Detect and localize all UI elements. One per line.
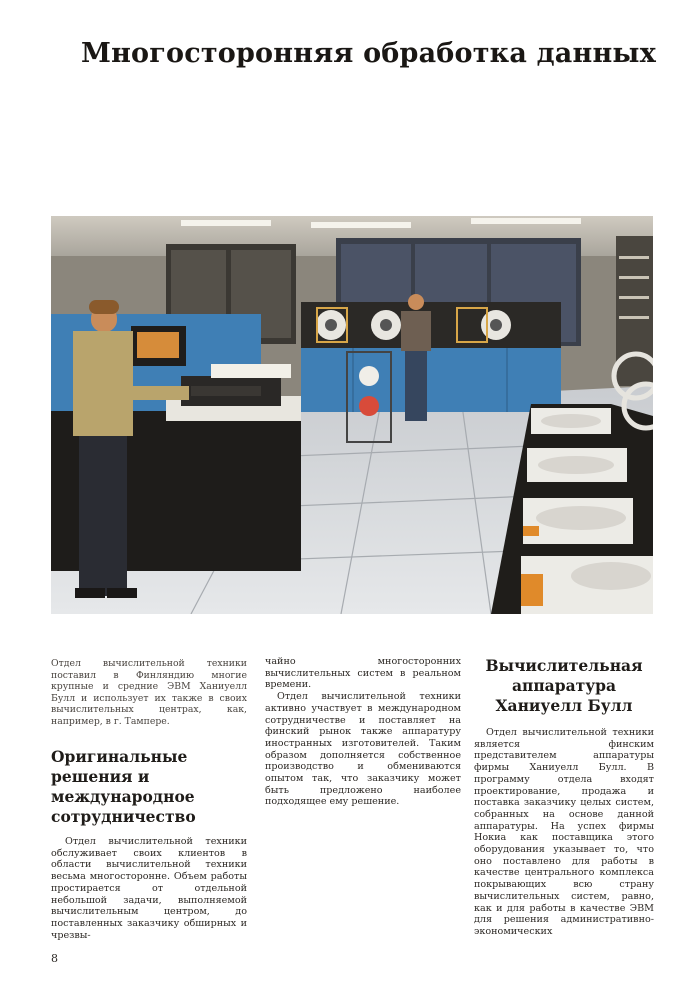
column2-text <box>265 656 461 808</box>
column2-para2: Отдел вычислительной техники активно участвует в международном сотрудничестве и поставляет на финский рынок также аппаратуру иностранных изготовителей. Таким образом дополняется собственное производство и обмениваются опытом так, что заказчику может быть предложено наиболее подходящее ему решение. <box>265 691 461 808</box>
column2-para1: чайно многосторонних вычислительных систем в реальном времени. <box>265 656 461 691</box>
section2-heading: Вычислительная аппаратура Ханиуелл Булл <box>485 656 643 715</box>
section1-text: Отдел вычислительной техники обслуживает своих клиентов в области вычислительной техники весьма многосторонне. Объем работы простирается от отдельной небольшой задачи, выполняемой вычислительным центром, до поставленных заказчику обширных и чрезвы- <box>51 836 247 941</box>
computer-room-photo <box>51 216 653 614</box>
photo-caption: Отдел вычислительной техники поставил в Финляндию многие крупные и средние ЭВМ Ханиуелл Булл и использует их также в своих вычислительных центрах, как, например, в г. Тампере. <box>51 658 247 727</box>
page-number: 8 <box>51 952 58 965</box>
section1-heading: Оригинальные решения и международное сотрудничество <box>51 747 196 826</box>
section2-text: Отдел вычислительной техники является финским представителем аппаратуры фирмы Ханиуелл Булл. В программу отдела входят проектирование, продажа и поставка заказчику целых систем, собранных на основе данной аппаратуры. На успех фирмы Нокиа как поставщика этого оборудования указывает то, что оно поставлено для работы в качестве центрального комплекса покрывающих всю страну вычислительных систем, равно, как и для работы в качестве ЭВМ для решения административно-экономических <box>474 727 654 937</box>
page-title: Многосторонняя обработка данных <box>80 38 656 69</box>
